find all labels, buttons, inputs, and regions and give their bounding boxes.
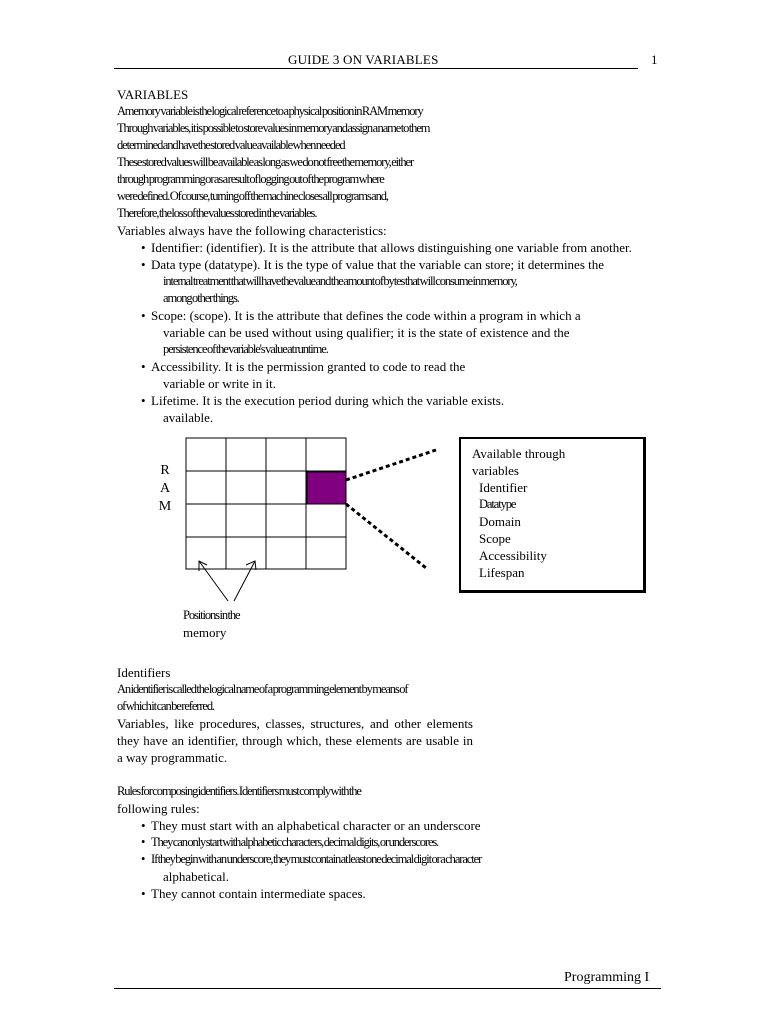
available-through-variables-box: [459, 437, 646, 593]
characteristic-item: • Identifier: (identifier). It is the attribute that allows distinguishing one variable from another.: [117, 239, 717, 256]
intro-line: through programming or as a result of logging out of the program where: [117, 172, 384, 186]
rule-item: • They must start with an alphabetical character or an underscore: [117, 817, 717, 834]
intro-line: Through variables, it is possible to store values in memory and assign a name to them: [117, 121, 430, 135]
rule-item: • They can only start with alphabetic characters, decimal digits, or underscores.: [117, 834, 717, 851]
document-body: [117, 86, 717, 426]
memory-grid: [186, 438, 346, 569]
characteristic-item: • Accessibility. It is the permission granted to code to read the: [117, 358, 717, 375]
rules-intro: Rules for composing identifiers. Identifiers must comply with the: [117, 784, 361, 798]
identifiers-line: of which it can be referred.: [117, 699, 215, 713]
box-title: variables: [472, 463, 519, 478]
rule-item: • If they begin with an underscore, they must contain at least one decimal digit or a character: [117, 851, 717, 868]
rule-item: • They cannot contain intermediate spaces.: [117, 885, 717, 902]
highlighted-memory-cell: [307, 472, 346, 504]
header-rule: [114, 68, 638, 69]
dashed-pointer-lower: [346, 504, 426, 568]
characteristic-continuation: persistence of the variable's value at runtime.: [163, 342, 328, 356]
section-heading-variables: VARIABLES: [117, 87, 189, 102]
characteristic-continuation: available.: [163, 410, 214, 425]
intro-line: A memory variable is the logical reference to a physical position in RAM memory: [117, 104, 423, 118]
characteristic-item: • Lifetime. It is the execution period during which the variable exists.: [117, 392, 717, 409]
intro-line: were defined. Of course, turning off the machine closes all programs and,: [117, 189, 388, 203]
footer-text: Programming I: [564, 970, 650, 985]
positions-label: Positions in the memory: [183, 608, 240, 640]
box-item: Lifespan: [479, 565, 525, 580]
intro-line: determined and have the stored value available when needed: [117, 138, 345, 152]
box-item: Accessibility: [479, 548, 547, 563]
ram-label: R A M: [158, 463, 172, 514]
intro-line: Therefore, the loss of the values stored in the variables.: [117, 206, 317, 220]
box-item: Domain: [479, 514, 521, 529]
intro-line: These stored values will be available as long as we do not free the memory, either: [117, 155, 414, 169]
identifiers-paragraph: Variables, like procedures, classes, structures, and other elements they have an identifier, through which, these elements are usable in a way programmatic.: [117, 716, 473, 765]
box-item: Datatype: [479, 497, 516, 511]
box-title: Available through: [472, 446, 566, 461]
characteristic-continuation: among other things.: [163, 291, 239, 305]
characteristic-item: • Scope: (scope). It is the attribute that defines the code within a program in which a: [117, 307, 717, 324]
characteristics-intro: Variables always have the following characteristics:: [117, 223, 387, 238]
box-item: Identifier: [479, 480, 528, 495]
section-heading-identifiers: Identifiers: [117, 665, 171, 680]
rule-continuation: alphabetical.: [163, 869, 230, 884]
footer-rule: [114, 988, 661, 989]
identifiers-section: [117, 664, 717, 902]
characteristic-continuation: variable can be used without using qualifier; it is the state of existence and the: [163, 325, 570, 340]
page-number: 1: [651, 52, 658, 67]
characteristic-continuation: variable or write in it.: [163, 376, 276, 391]
characteristic-item: • Data type (datatype). It is the type of value that the variable can store; it determines the: [117, 256, 717, 273]
characteristic-continuation: internal treatment that will have the value and the amount of bytes that will consume in memory,: [163, 274, 517, 288]
header-title: GUIDE 3 ON VARIABLES: [288, 52, 439, 67]
box-item: Scope: [479, 531, 511, 546]
identifiers-line: An identifier is called the logical name of a programming element by means of: [117, 682, 408, 696]
dashed-pointer-upper: [346, 450, 436, 480]
position-arrows: [199, 561, 256, 601]
rules-intro: following rules:: [117, 801, 200, 816]
